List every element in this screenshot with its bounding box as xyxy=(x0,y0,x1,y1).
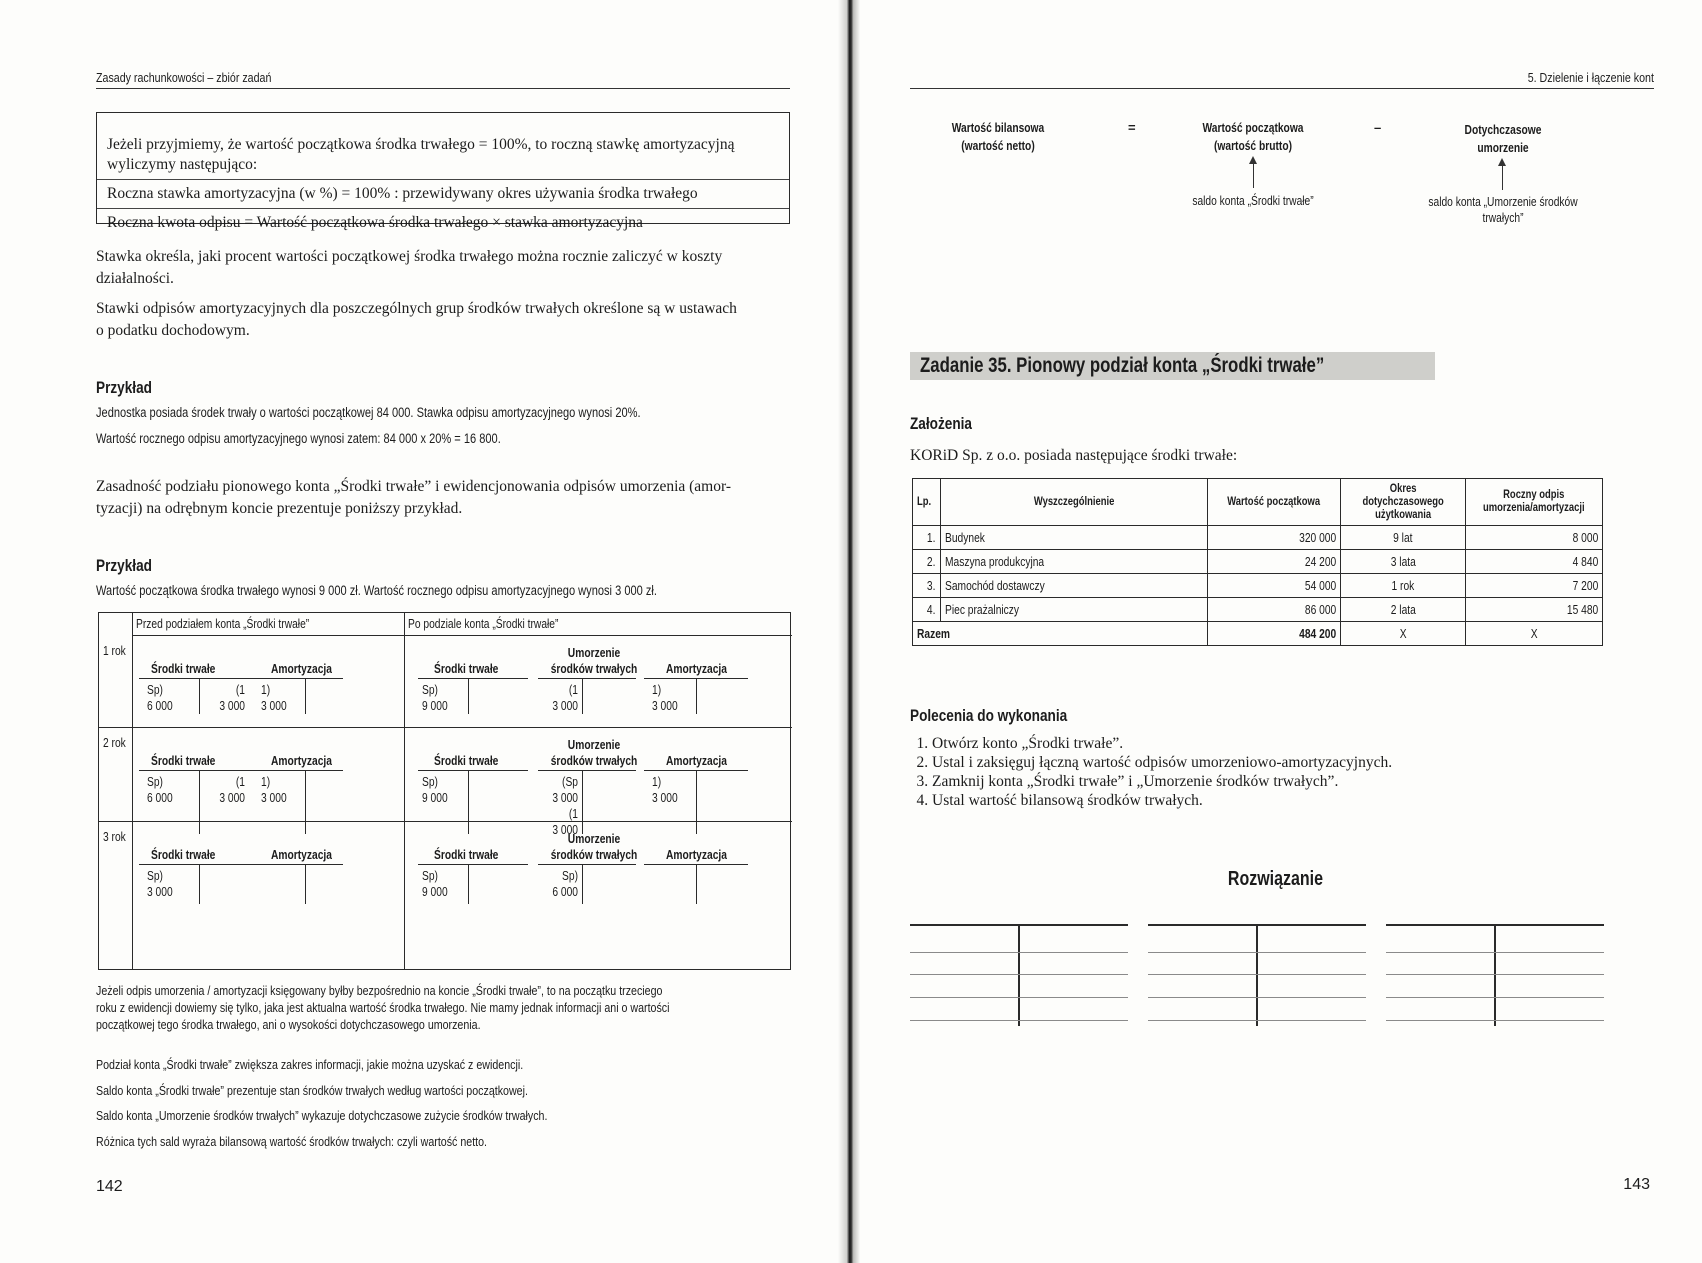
cell-value: 86 000 xyxy=(1304,602,1337,617)
formula-line-4: Roczna kwota odpisu = Wartość początkowa środka trwałego × stawka amortyzacyjna xyxy=(97,208,789,233)
example1-line-2: Wartość rocznego odpisu amortyzacyjnego wynosi zatem: 84 000 x 20% = 16 800. xyxy=(96,431,501,446)
solution-heading-wrap xyxy=(848,868,1702,891)
example1-heading: Przykład xyxy=(96,378,152,397)
commands-heading: Polecenia do wykonania xyxy=(910,706,1068,725)
account-title-depreciation-1: Umorzenie xyxy=(567,646,621,660)
summary-line: Podział konta „Środki trwałe” zwiększa zakres informacji, jakie można uzyskać z ewidencji. xyxy=(96,1057,524,1072)
entry-before_fixed_right: 3 000 xyxy=(219,699,245,713)
summary-line: Saldo konta „Umorzenie środków trwałych” wykazuje dotychczasowe zużycie środków trwałych. xyxy=(96,1108,548,1123)
entry-after_umorz_right: 3 000 xyxy=(552,791,578,805)
account-title-amortization: Amortyzacja xyxy=(271,848,332,862)
cell-period: 1 rok xyxy=(1391,578,1415,593)
entry-before_fixed_right: (1 xyxy=(235,683,245,697)
t-account-stem xyxy=(199,770,200,834)
cell-lp: 1. xyxy=(927,530,936,545)
account-title-fixed: Środki trwałe xyxy=(434,754,499,768)
col-after-label: Po podziale konta „Środki trwałe” xyxy=(408,617,559,631)
t-account-stem xyxy=(305,864,306,904)
paragraph-direct-posting xyxy=(96,982,670,1033)
entry-after_amort_left: 3 000 xyxy=(652,699,678,713)
command-item: 1. Otwórz konto „Środki trwałe”. xyxy=(932,734,1392,753)
equation-term-gross-line-2: (wartość brutto) xyxy=(1213,139,1293,153)
t-account-stem xyxy=(696,864,697,904)
paragraph-rate-line-2: działalności. xyxy=(96,270,174,287)
entry-before_amort_left: 1) xyxy=(261,775,271,789)
paragraph-division xyxy=(96,476,796,520)
entry-after_umorz_right: 3 000 xyxy=(552,823,578,837)
account-title-depreciation-2: środków trwałych xyxy=(550,848,638,862)
paragraph-rates-law-line-1: Stawki odpisów amortyzacyjnych dla poszczególnych grup środków trwałych określone są w ustawach xyxy=(96,300,737,317)
cell-name: Piec prażalniczy xyxy=(944,602,1019,617)
summary-lines xyxy=(96,1052,647,1154)
year-label: 2 rok xyxy=(103,736,126,750)
formula-line-1: Jeżeli przyjmiemy, że wartość początkowa środka trwałego = 100%, to roczną stawkę amortyzacyjną xyxy=(107,136,735,153)
equation-equals: = xyxy=(1128,120,1136,135)
t-account-stem xyxy=(696,678,697,714)
account-title-fixed: Środki trwałe xyxy=(434,848,499,862)
paragraph-direct-posting-line-2: roku z ewidencji dowiemy się tylko, jaka jest aktualna wartość środka trwałego. Nie mamy jednak informacji ani o wartości xyxy=(96,1000,670,1015)
t-account-stem xyxy=(199,678,200,714)
t-account-bar xyxy=(418,864,528,865)
entry-after_fixed_left: Sp) xyxy=(422,775,438,789)
entry-before_fixed_left: Sp) xyxy=(147,683,163,697)
example1-line-1: Jednostka posiada środek trwały o wartości początkowej 84 000. Stawka odpisu amortyzacyjnego wynosi 20%. xyxy=(96,405,641,420)
formula-box xyxy=(96,112,790,231)
col-before-label: Przed podziałem konta „Środki trwałe” xyxy=(136,617,310,631)
paragraph-division-line-1: Zasadność podziału pionowego konta „Środki trwałe” i ewidencjonowania odpisów umorzenia (amor- xyxy=(96,478,732,495)
header-period: Okres dotychczasowego użytkowania xyxy=(1341,479,1466,526)
blank-t-account-3[interactable] xyxy=(1386,924,1604,1026)
cell-period: 2 lata xyxy=(1390,602,1416,617)
entry-after_fixed_left: 9 000 xyxy=(422,885,448,899)
blank-t-account-2[interactable] xyxy=(1148,924,1366,1026)
entry-before_fixed_left: 6 000 xyxy=(147,791,173,805)
table-row xyxy=(913,574,1603,598)
left-page xyxy=(0,0,848,1263)
page-number-right: 143 xyxy=(1623,1176,1650,1193)
account-title-depreciation-1: Umorzenie xyxy=(567,832,621,846)
example2-line-1: Wartość początkowa środka trwałego wynosi 9 000 zł. Wartość rocznego odpisu amortyzacyjnego wynosi 3 000 zł. xyxy=(96,583,657,598)
t-account-bar xyxy=(257,678,343,679)
t-account-bar xyxy=(257,864,343,865)
summary-line: Różnica tych sald wyraża bilansową wartość środków trwałych: czyli wartość netto. xyxy=(96,1133,488,1149)
header-rule xyxy=(132,635,792,636)
cell-lp: 3. xyxy=(927,578,936,593)
cell-value: 54 000 xyxy=(1304,578,1337,593)
entry-before_fixed_left: Sp) xyxy=(147,775,163,789)
right-page xyxy=(848,0,1702,1263)
t-account-stem xyxy=(582,770,583,834)
t-account-stem xyxy=(305,770,306,834)
t-account-bar xyxy=(538,864,636,865)
command-item: 3. Zamknij konta „Środki trwałe” i „Umorzenie środków trwałych”. xyxy=(932,772,1392,791)
example2-heading: Przykład xyxy=(96,556,152,575)
entry-before_fixed_right: 3 000 xyxy=(219,791,245,805)
t-account-stem xyxy=(468,864,469,904)
entry-after_umorz_right: 6 000 xyxy=(552,885,578,899)
entry-after_umorz_right: Sp) xyxy=(562,869,578,883)
header-rule-right xyxy=(910,88,1654,89)
equation-note-depreciation-line-1: saldo konta „Umorzenie środków xyxy=(1428,195,1578,209)
entry-before_amort_left: 3 000 xyxy=(261,791,287,805)
entry-after_umorz_right: 3 000 xyxy=(552,699,578,713)
equation-term-depreciation-line-1: Dotychczasowe xyxy=(1464,123,1542,137)
entry-after_fixed_left: Sp) xyxy=(422,869,438,883)
account-title-fixed: Środki trwałe xyxy=(151,848,216,862)
equation-term-gross-line-1: Wartość początkowa xyxy=(1202,121,1304,135)
arrow-up-icon xyxy=(1253,162,1254,188)
row-divider xyxy=(99,821,792,822)
entry-before_fixed_right: (1 xyxy=(235,775,245,789)
entry-after_fixed_left: 9 000 xyxy=(422,791,448,805)
account-title-depreciation-1: Umorzenie xyxy=(567,738,621,752)
command-item: 4. Ustal wartość bilansową środków trwałych. xyxy=(932,791,1392,810)
assets-table xyxy=(912,478,1603,646)
paragraph-direct-posting-line-3: początkowej tego środka trwałego, ani o wysokości dotychczasowego umorzenia. xyxy=(96,1017,481,1032)
table-row-total xyxy=(913,622,1603,646)
t-account-bar xyxy=(418,770,528,771)
arrow-up-icon xyxy=(1502,164,1503,190)
t-account-bar xyxy=(139,770,274,771)
t-account-stem xyxy=(468,678,469,714)
solution-heading: Rozwiązanie xyxy=(1227,868,1323,890)
cell-total-period: X xyxy=(1399,626,1407,641)
equation-term-net-line-1: Wartość bilansowa xyxy=(951,121,1045,135)
cell-annual: 7 200 xyxy=(1572,578,1598,593)
entry-before_fixed_left: 3 000 xyxy=(147,885,173,899)
command-item: 2. Ustal i zaksięguj łączną wartość odpisów umorzeniowo-amortyzacyjnych. xyxy=(932,753,1392,772)
cell-name: Budynek xyxy=(944,530,985,545)
formula-line-2: wyliczymy następująco: xyxy=(107,156,258,173)
t-account-bar xyxy=(139,864,274,865)
cell-name: Maszyna produkcyjna xyxy=(944,554,1044,569)
entry-before_fixed_left: 6 000 xyxy=(147,699,173,713)
header-annual: Roczny odpis umorzenia/amortyzacji xyxy=(1466,479,1603,526)
account-title-fixed: Środki trwałe xyxy=(151,754,216,768)
t-account-stem xyxy=(696,770,697,834)
cell-value: 24 200 xyxy=(1304,554,1337,569)
account-title-fixed: Środki trwałe xyxy=(434,662,499,676)
entry-after_fixed_left: 9 000 xyxy=(422,699,448,713)
column-divider xyxy=(132,613,133,969)
assumptions-text: KORiD Sp. z o.o. posiada następujące środki trwałe: xyxy=(910,447,1238,464)
year-label: 1 rok xyxy=(103,644,126,658)
blank-t-account-1[interactable] xyxy=(910,924,1128,1026)
cell-period: 9 lat xyxy=(1393,530,1413,545)
entry-before_fixed_left: Sp) xyxy=(147,869,163,883)
t-account-stem xyxy=(305,678,306,714)
equation-term-depreciation-line-2: umorzenie xyxy=(1477,141,1529,155)
cell-lp: 4. xyxy=(927,602,936,617)
account-title-depreciation-2: środków trwałych xyxy=(550,662,638,676)
entry-after_umorz_right: (1 xyxy=(568,683,578,697)
paragraph-rate xyxy=(96,246,796,290)
entry-after_umorz_right: (1 xyxy=(568,807,578,821)
account-title-amortization: Amortyzacja xyxy=(271,662,332,676)
header-rule-left xyxy=(96,88,790,89)
account-title-amortization: Amortyzacja xyxy=(271,754,332,768)
year-label: 3 rok xyxy=(103,830,126,844)
table-row xyxy=(913,598,1603,622)
equation-minus: – xyxy=(1374,120,1382,135)
formula-line-3: Roczna stawka amortyzacyjna (w %) = 100% : przewidywany okres używania środka trwałego xyxy=(97,179,789,204)
assumptions-heading: Założenia xyxy=(910,414,972,433)
task-title-text: Zadanie 35. Pionowy podział konta „Środki trwałe” xyxy=(920,354,1325,377)
equation-note-gross: saldo konta „Środki trwałe” xyxy=(1192,194,1314,208)
account-title-amortization: Amortyzacja xyxy=(666,662,727,676)
paragraph-division-line-2: tyzacji) na odrębnym koncie prezentuje poniższy przykład. xyxy=(96,500,463,517)
paragraph-rate-line-1: Stawka określa, jaki procent wartości początkowej środka trwałego można rocznie zaliczyć w koszty xyxy=(96,248,723,265)
account-title-amortization: Amortyzacja xyxy=(666,848,727,862)
equation-term-net-line-2: (wartość netto) xyxy=(961,139,1035,153)
cell-total-label: Razem xyxy=(917,626,951,641)
table-row xyxy=(913,550,1603,574)
commands-list xyxy=(910,734,1392,810)
entry-after_amort_left: 1) xyxy=(652,683,662,697)
t-account-bar xyxy=(139,678,274,679)
cell-annual: 15 480 xyxy=(1566,602,1598,617)
cell-period: 3 lata xyxy=(1390,554,1416,569)
header-name: Wyszczególnienie xyxy=(940,479,1207,526)
running-head-right: 5. Dzielenie i łączenie kont xyxy=(1527,70,1654,85)
account-title-fixed: Środki trwałe xyxy=(151,662,216,676)
t-account-bar xyxy=(257,770,343,771)
t-account-stem xyxy=(468,770,469,834)
equation-note-depreciation-line-2: trwałych” xyxy=(1482,211,1524,225)
account-title-amortization: Amortyzacja xyxy=(666,754,727,768)
cell-annual: 8 000 xyxy=(1572,530,1598,545)
t-account-stem xyxy=(199,864,200,904)
running-head-left: Zasady rachunkowości – zbiór zadań xyxy=(96,70,272,85)
cell-total-value: 484 200 xyxy=(1299,626,1337,641)
header-value: Wartość początkowa xyxy=(1207,479,1340,526)
account-title-depreciation-2: środków trwałych xyxy=(550,754,638,768)
t-account-stem xyxy=(582,678,583,714)
cell-name: Samochód dostawczy xyxy=(944,578,1045,593)
entry-before_amort_left: 1) xyxy=(261,683,271,697)
t-account-bar xyxy=(418,678,528,679)
entry-before_amort_left: 3 000 xyxy=(261,699,287,713)
summary-line: Saldo konta „Środki trwałe” prezentuje stan środków trwałych według wartości początkowej. xyxy=(96,1082,528,1098)
t-account-bar xyxy=(538,770,636,771)
cell-annual: 4 840 xyxy=(1572,554,1598,569)
entry-after_amort_left: 1) xyxy=(652,775,662,789)
t-account-bar xyxy=(538,678,636,679)
paragraph-rates-law xyxy=(96,298,796,342)
cell-total-annual: X xyxy=(1530,626,1538,641)
t-account-stem xyxy=(582,864,583,904)
paragraph-rates-law-line-2: o podatku dochodowym. xyxy=(96,322,250,339)
task-title xyxy=(910,352,1435,380)
comparison-table xyxy=(98,612,791,970)
book-gutter xyxy=(838,0,860,1263)
cell-lp: 2. xyxy=(927,554,936,569)
row-divider xyxy=(99,727,792,728)
table-row xyxy=(913,526,1603,550)
entry-after_umorz_right: (Sp xyxy=(562,775,578,789)
entry-after_fixed_left: Sp) xyxy=(422,683,438,697)
entry-after_amort_left: 3 000 xyxy=(652,791,678,805)
header-lp: Lp. xyxy=(913,479,941,526)
column-divider xyxy=(404,613,405,969)
page-number-left: 142 xyxy=(96,1178,123,1195)
paragraph-direct-posting-line-1: Jeżeli odpis umorzenia / amortyzacji księgowany byłby bezpośrednio na koncie „Środki trwałe”, to na początku trzeciego xyxy=(96,983,663,998)
cell-value: 320 000 xyxy=(1299,530,1337,545)
